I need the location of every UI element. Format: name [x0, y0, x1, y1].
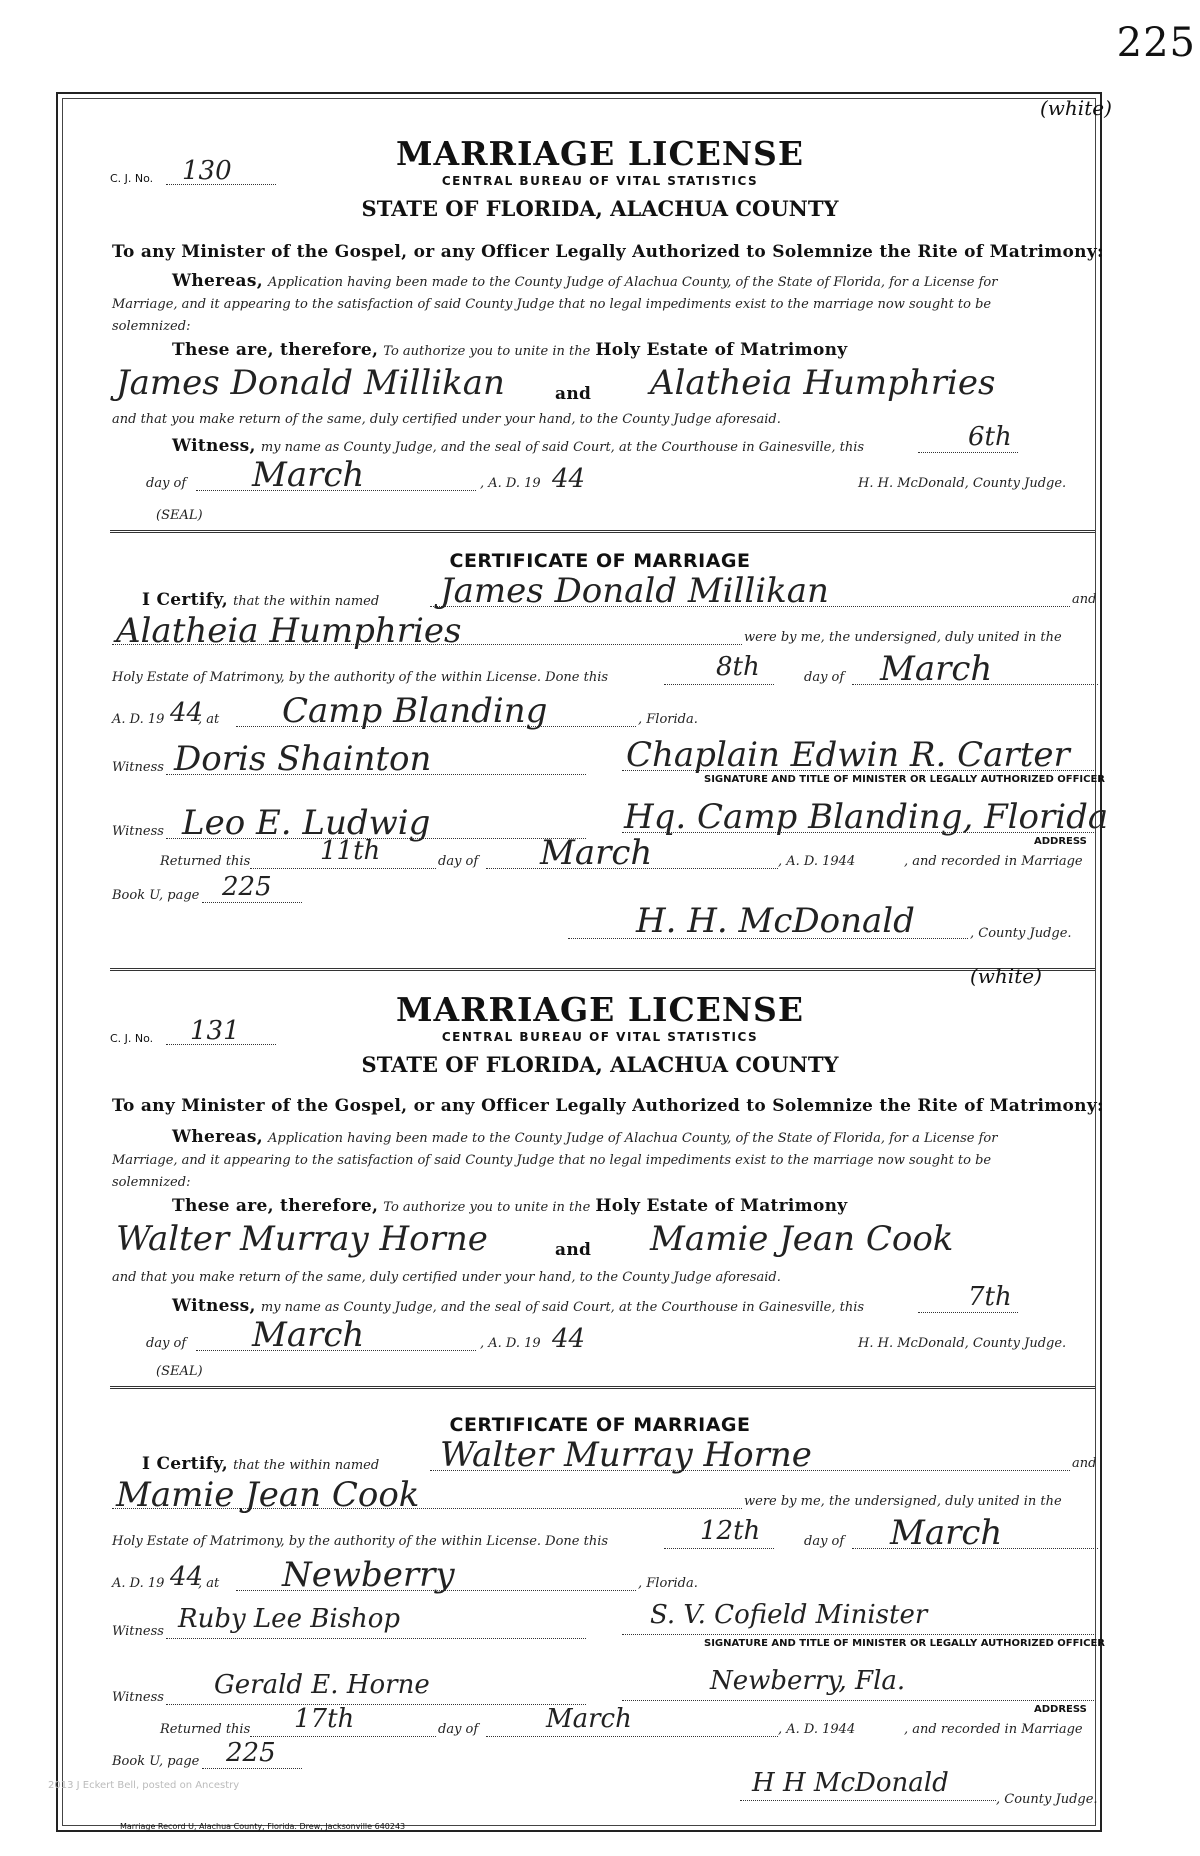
returned-month-line: [486, 1736, 778, 1737]
separator: [110, 968, 1095, 975]
license-title: MARRIAGE LICENSE: [395, 134, 805, 173]
cert-bride-name: Mamie Jean Cook: [116, 1475, 420, 1515]
state-county: STATE OF FLORIDA, ALACHUA COUNTY: [361, 196, 839, 221]
witness-label-2: Witness: [112, 1690, 164, 1705]
ad-label: , A. D. 19: [480, 476, 541, 491]
these-word: These are, therefore,: [172, 1196, 379, 1216]
cert-witness-2: Gerald E. Horne: [214, 1670, 430, 1700]
watermark: 2013 J Eckert Bell, posted on Ancestry: [48, 1780, 240, 1791]
separator: [110, 1386, 1095, 1393]
holy-estate: Holy Estate of Matrimony: [595, 1196, 848, 1216]
witness2-line: [166, 1704, 586, 1705]
cert-day: 12th: [700, 1516, 761, 1546]
judge-name: H. H. McDonald, County Judge.: [858, 476, 1067, 491]
groom-name: Walter Murray Horne: [116, 1219, 488, 1259]
book-text: Book U, page: [112, 1754, 200, 1769]
returned-day: 17th: [294, 1704, 355, 1734]
cert-ad: A. D. 19: [112, 1576, 165, 1591]
cert-and-word: and: [1072, 1456, 1097, 1471]
license-month: March: [252, 455, 365, 495]
returned-day-of: day of: [438, 1722, 479, 1737]
certify-text: that the within named: [233, 594, 380, 609]
license-heading: To any Minister of the Gospel, or any Officer Legally Authorized to Solemnize the Rite of Matrimony:: [112, 242, 1104, 262]
cert-at: , at: [198, 712, 220, 727]
cert-witness-1: Ruby Lee Bishop: [178, 1604, 401, 1634]
license-day: 7th: [968, 1282, 1012, 1312]
signature-caption: SIGNATURE AND TITLE OF MINISTER OR LEGALLY AUTHORIZED OFFICER: [704, 1638, 1105, 1649]
cert-day-of: day of: [804, 670, 845, 685]
day-of-label: day of: [146, 476, 187, 491]
returned-day-line: [250, 868, 436, 869]
returned-ad: , A. D. 1944: [778, 1722, 856, 1737]
cert-officer: S. V. Cofield Minister: [650, 1600, 928, 1630]
witness-label-2: Witness: [112, 824, 164, 839]
cert-place: Camp Blanding: [282, 691, 548, 731]
seal: (SEAL): [156, 508, 203, 523]
returned-month: March: [540, 833, 653, 873]
license-year: 44: [552, 1324, 586, 1354]
returned-text: Returned this: [160, 854, 251, 869]
cert-groom-name: Walter Murray Horne: [440, 1435, 812, 1475]
cert-and-word: and: [1072, 592, 1097, 607]
returned-day-of: day of: [438, 854, 479, 869]
witness-label-1: Witness: [112, 1624, 164, 1639]
cert-day-line: [664, 1548, 774, 1549]
holy-text: Holy Estate of Matrimony, by the authority of the within License. Done this: [112, 670, 609, 685]
cert-bride-name: Alatheia Humphries: [116, 611, 462, 651]
state-county: STATE OF FLORIDA, ALACHUA COUNTY: [361, 1052, 839, 1077]
cert-at: , at: [198, 1576, 220, 1591]
certify-word: I Certify,: [142, 590, 228, 610]
ad-label: , A. D. 19: [480, 1336, 541, 1351]
address-caption: ADDRESS: [1034, 1704, 1087, 1715]
judge-name: H. H. McDonald, County Judge.: [858, 1336, 1067, 1351]
witness1-line: [166, 1638, 586, 1639]
witness-text: my name as County Judge, and the seal of said Court, at the Courthouse in Gainesville, this: [260, 1300, 865, 1315]
these-word: These are, therefore,: [172, 340, 379, 360]
separator: [110, 530, 1095, 537]
and-word: and: [555, 1240, 592, 1260]
day-of-label: day of: [146, 1336, 187, 1351]
returned-day: 11th: [320, 836, 381, 866]
these-text: To authorize you to unite in the: [383, 1200, 591, 1215]
returned-ad: , A. D. 1944: [778, 854, 856, 869]
witness-word: Witness,: [172, 1296, 256, 1316]
judge-sig-line: [740, 1800, 996, 1801]
address-line: [622, 1700, 1096, 1701]
bureau-name: CENTRAL BUREAU OF VITAL STATISTICS: [441, 174, 759, 188]
holy-text: Holy Estate of Matrimony, by the authority of the within License. Done this: [112, 1534, 609, 1549]
signature-caption: SIGNATURE AND TITLE OF MINISTER OR LEGALLY AUTHORIZED OFFICER: [704, 774, 1105, 785]
cert-address: Newberry, Fla.: [710, 1666, 906, 1696]
returned-text: Returned this: [160, 1722, 251, 1737]
footer-imprint: Marriage Record U, Alachua County, Florida. Drew, Jacksonville 640243: [120, 1822, 406, 1831]
cert-month: March: [890, 1513, 1003, 1553]
officer-line: [622, 1634, 1096, 1635]
whereas-word: Whereas,: [172, 271, 263, 291]
whereas-word: Whereas,: [172, 1127, 263, 1147]
holy-estate: Holy Estate of Matrimony: [595, 340, 848, 360]
cert-day-line: [664, 684, 774, 685]
returned-day-line: [250, 1736, 436, 1737]
cert-address: Hq. Camp Blanding, Florida: [624, 797, 1109, 837]
return-text: and that you make return of the same, duly certified under your hand, to the County Judge aforesaid.: [112, 1270, 781, 1285]
book-page-line: [202, 902, 302, 903]
license-month: March: [252, 1315, 365, 1355]
license-day: 6th: [968, 422, 1012, 452]
united-text: were by me, the undersigned, duly united in the: [744, 630, 1062, 645]
cert-florida: , Florida.: [638, 712, 698, 727]
cert-year: 44: [170, 1562, 204, 1592]
license-title: MARRIAGE LICENSE: [395, 990, 805, 1029]
return-text: and that you make return of the same, duly certified under your hand, to the County Judge aforesaid.: [112, 412, 781, 427]
these-text: To authorize you to unite in the: [383, 344, 591, 359]
whereas-text-3: solemnized:: [112, 319, 191, 334]
county-judge-label: , County Judge.: [996, 1792, 1098, 1807]
whereas-text-3: solemnized:: [112, 1175, 191, 1190]
cert-place: Newberry: [282, 1555, 455, 1595]
bureau-name: CENTRAL BUREAU OF VITAL STATISTICS: [441, 1030, 759, 1044]
license-year: 44: [552, 464, 586, 494]
certify-text: that the within named: [233, 1458, 380, 1473]
cert-year: 44: [170, 698, 204, 728]
whereas-text-1: Application having been made to the County Judge of Alachua County, of the State of Florida, for a License for: [268, 275, 998, 290]
annotation-white-mid: (white): [970, 964, 1042, 988]
cert-day-of: day of: [804, 1534, 845, 1549]
cj-number: 131: [190, 1016, 240, 1046]
cj-label: C. J. No.: [110, 172, 154, 185]
whereas-text-2: Marriage, and it appearing to the satisfaction of said County Judge that no legal impediments exist to the marriage now sought to be: [112, 297, 992, 312]
day-line: [918, 1312, 1018, 1313]
and-word: and: [555, 384, 592, 404]
bride-name: Mamie Jean Cook: [650, 1219, 954, 1259]
cert-officer: Chaplain Edwin R. Carter: [626, 735, 1070, 775]
whereas-text-2: Marriage, and it appearing to the satisfaction of said County Judge that no legal impediments exist to the marriage now sought to be: [112, 1153, 992, 1168]
day-line: [918, 452, 1018, 453]
book-text: Book U, page: [112, 888, 200, 903]
county-judge-label: , County Judge.: [970, 926, 1072, 941]
returned-month: March: [546, 1704, 632, 1734]
witness-word: Witness,: [172, 436, 256, 456]
united-text: were by me, the undersigned, duly united in the: [744, 1494, 1062, 1509]
judge-signature: H H McDonald: [752, 1768, 949, 1798]
witness-text: my name as County Judge, and the seal of said Court, at the Courthouse in Gainesville, this: [260, 440, 865, 455]
cert-day: 8th: [716, 652, 760, 682]
whereas-text-1: Application having been made to the County Judge of Alachua County, of the State of Florida, for a License for: [268, 1131, 998, 1146]
book-page: 225: [222, 872, 272, 902]
certificate-title: CERTIFICATE OF MARRIAGE: [449, 1414, 751, 1436]
recorded-text: , and recorded in Marriage: [904, 1722, 1083, 1737]
cert-month: March: [880, 649, 993, 689]
license-heading: To any Minister of the Gospel, or any Officer Legally Authorized to Solemnize the Rite of Matrimony:: [112, 1096, 1104, 1116]
book-page-line: [202, 1768, 302, 1769]
seal: (SEAL): [156, 1364, 203, 1379]
cj-label: C. J. No.: [110, 1032, 154, 1045]
cj-number: 130: [182, 156, 232, 186]
cert-florida: , Florida.: [638, 1576, 698, 1591]
witness-label-1: Witness: [112, 760, 164, 775]
cert-witness-1: Doris Shainton: [174, 739, 432, 779]
address-caption: ADDRESS: [1034, 836, 1087, 847]
groom-name: James Donald Millikan: [116, 363, 505, 403]
bride-name: Alatheia Humphries: [650, 363, 996, 403]
recorded-text: , and recorded in Marriage: [904, 854, 1083, 869]
cert-ad: A. D. 19: [112, 712, 165, 727]
cert-witness-2: Leo E. Ludwig: [182, 803, 431, 843]
book-page: 225: [226, 1738, 276, 1768]
certificate-title: CERTIFICATE OF MARRIAGE: [449, 550, 751, 572]
certify-word: I Certify,: [142, 1454, 228, 1474]
cert-groom-name: James Donald Millikan: [440, 571, 829, 611]
page-number: 225: [1116, 20, 1196, 66]
judge-signature: H. H. McDonald: [636, 901, 915, 941]
annotation-white-top: (white): [1040, 96, 1112, 120]
